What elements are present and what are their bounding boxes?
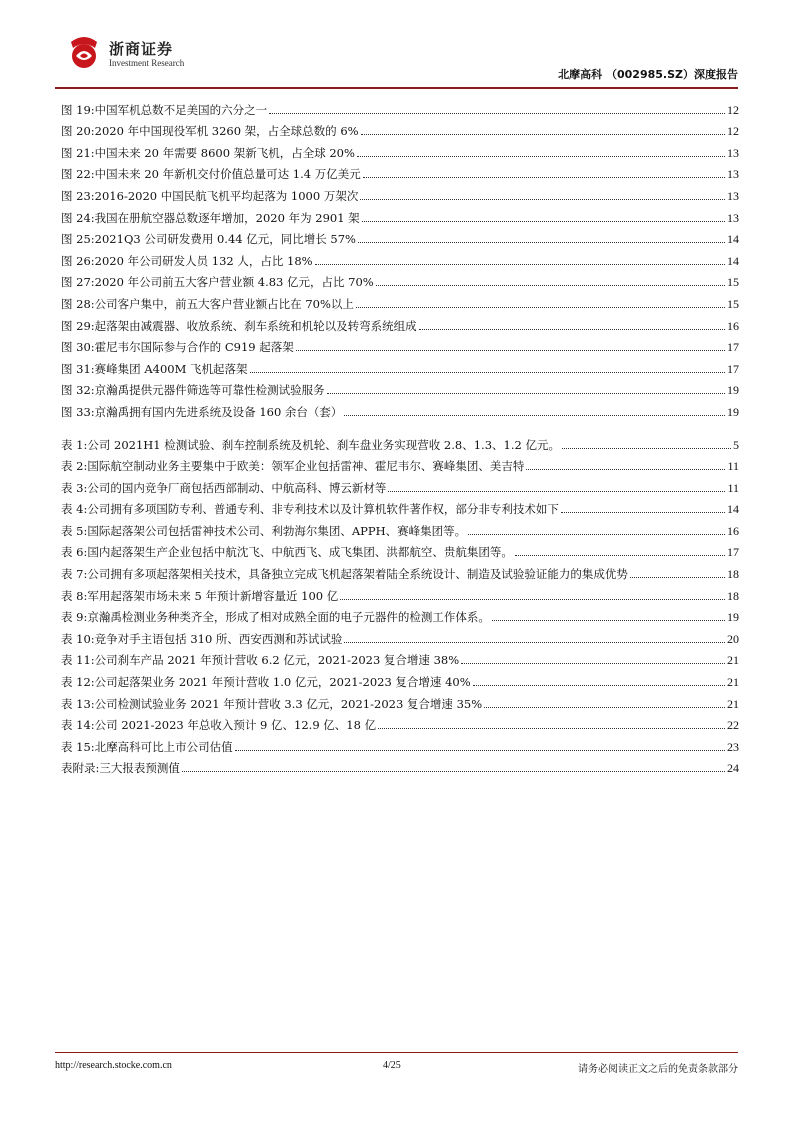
dot-leader	[515, 555, 725, 556]
entry-title: 2021Q3 公司研发费用 0.44 亿元，同比增长 57%	[94, 232, 356, 247]
entry-title: 赛峰集团 A400M 飞机起落架	[94, 361, 248, 376]
entry-title: 中国未来 20 年新机交付价值总量可达 1.4 万亿美元	[94, 167, 361, 182]
entry-label: 图 28:	[61, 296, 95, 311]
logo-chinese-name: 浙商证券	[109, 40, 174, 58]
entry-page: 14	[727, 253, 739, 268]
entry-title: 京瀚禹检测业务种类齐全，形成了相对成熟全面的电子元器件的检测工作体系。	[87, 610, 490, 625]
entry-page: 11	[727, 459, 739, 474]
entry-title: 公司的国内竞争厂商包括西部制动、中航高科、博云新材等	[87, 480, 387, 495]
dot-leader	[269, 113, 725, 114]
dot-leader	[362, 221, 725, 222]
entry-title: 京瀚禹拥有国内先进系统及设备 160 余台（套）	[94, 404, 343, 419]
dot-leader	[376, 285, 725, 286]
list-gap	[55, 420, 739, 431]
entry-title: 2020 年公司研发人员 132 人，占比 18%	[94, 253, 313, 268]
figure-entry[interactable]	[55, 290, 739, 312]
entry-page: 12	[727, 124, 739, 139]
table-entry[interactable]	[55, 647, 739, 669]
entry-label: 图 26:	[61, 253, 95, 268]
entry-page: 17	[727, 361, 739, 376]
table-entry[interactable]	[55, 517, 739, 539]
dot-leader	[484, 707, 725, 708]
entry-label: 图 21:	[61, 145, 95, 160]
table-list	[55, 431, 739, 777]
entry-page: 5	[733, 437, 739, 452]
entry-page: 21	[727, 675, 739, 690]
entry-title: 北摩高科可比上市公司估值	[94, 739, 233, 754]
figure-entry[interactable]	[55, 312, 739, 334]
entry-page: 15	[727, 275, 739, 290]
entry-page: 22	[727, 718, 739, 733]
table-entry[interactable]	[55, 431, 739, 453]
page-header	[55, 28, 738, 88]
entry-title: 三大报表预测值	[99, 761, 180, 776]
entry-page: 20	[727, 631, 739, 646]
dot-leader	[378, 728, 725, 729]
entry-page: 13	[727, 167, 739, 182]
entry-label: 图 20:	[61, 124, 95, 139]
figure-list	[55, 96, 739, 420]
entry-page: 17	[727, 545, 739, 560]
entry-label: 图 27:	[61, 275, 95, 290]
entry-page: 14	[727, 232, 739, 247]
dot-leader	[562, 448, 731, 449]
entry-page: 19	[727, 610, 739, 625]
entry-title: 国际起落架公司包括雷神技术公司、利勃海尔集团、APPH、赛峰集团等。	[87, 523, 467, 538]
dot-leader	[182, 771, 725, 772]
dot-leader	[296, 350, 725, 351]
table-entry[interactable]	[55, 582, 739, 604]
entry-title: 京瀚禹提供元器件筛选等可靠性检测试验服务	[94, 383, 325, 398]
entry-label: 图 32:	[61, 383, 95, 398]
dot-leader	[250, 372, 725, 373]
entry-page: 13	[727, 188, 739, 203]
table-entry[interactable]	[55, 453, 739, 475]
dot-leader	[340, 599, 725, 600]
entry-page: 16	[727, 523, 739, 538]
entry-page: 19	[727, 404, 739, 419]
dot-leader	[388, 491, 725, 492]
page-number: 4/25	[383, 1060, 401, 1071]
figure-entry[interactable]	[55, 161, 739, 183]
dot-leader	[315, 264, 725, 265]
figure-entry[interactable]	[55, 269, 739, 291]
entry-page: 21	[727, 696, 739, 711]
dot-leader	[561, 512, 725, 513]
entry-title: 公司起落架业务 2021 年预计营收 1.0 亿元，2021-2023 复合增速 40%	[94, 675, 471, 690]
entry-page: 16	[727, 318, 739, 333]
dot-leader	[630, 577, 725, 578]
table-entry[interactable]	[55, 668, 739, 690]
footer-url[interactable]: http://research.stocke.com.cn	[55, 1060, 172, 1071]
table-of-contents	[55, 96, 739, 776]
table-entry[interactable]	[55, 625, 739, 647]
entry-label: 表 7:	[61, 567, 88, 582]
entry-label: 图 23:	[61, 188, 95, 203]
entry-label: 表 1:	[61, 437, 88, 452]
entry-title: 国内起落架生产企业包括中航沈飞、中航西飞、成飞集团、洪都航空、贵航集团等。	[87, 545, 513, 560]
dot-leader	[327, 393, 725, 394]
dot-leader	[419, 329, 725, 330]
entry-title: 2016-2020 中国民航飞机平均起落为 1000 万架次	[94, 188, 359, 203]
entry-title: 公司拥有多项起落架相关技术，具备独立完成飞机起落架着陆全系统设计、制造及试验验证能力的集成优势	[87, 567, 628, 582]
dot-leader	[468, 534, 725, 535]
dot-leader	[492, 620, 725, 621]
entry-label: 表附录:	[61, 761, 100, 776]
entry-label: 表 9:	[61, 610, 88, 625]
entry-label: 表 2:	[61, 459, 88, 474]
entry-title: 起落架由减震器、收放系统、刹车系统和机轮以及转弯系统组成	[94, 318, 417, 333]
entry-title: 公司客户集中，前五大客户营业额占比在 70%以上	[94, 296, 354, 311]
entry-page: 13	[727, 145, 739, 160]
company-logo	[65, 34, 235, 74]
entry-title: 公司 2021-2023 年总收入预计 9 亿、12.9 亿、18 亿	[94, 718, 377, 733]
figure-entry[interactable]	[55, 139, 739, 161]
figure-entry[interactable]	[55, 182, 739, 204]
entry-title: 公司刹车产品 2021 年预计营收 6.2 亿元，2021-2023 复合增速 38%	[94, 653, 460, 668]
table-entry[interactable]	[55, 604, 739, 626]
entry-title: 霍尼韦尔国际参与合作的 C919 起落架	[94, 340, 294, 355]
table-entry[interactable]	[55, 755, 739, 777]
entry-page: 18	[727, 567, 739, 582]
dot-leader	[357, 156, 725, 157]
footer-divider	[55, 1052, 738, 1053]
entry-title: 军用起落架市场未来 5 年预计新增容量近 100 亿	[87, 588, 339, 603]
dot-leader	[358, 242, 725, 243]
entry-page: 21	[727, 653, 739, 668]
table-entry[interactable]	[55, 733, 739, 755]
figure-entry[interactable]	[55, 377, 739, 399]
entry-title: 公司 2021H1 检测试验、刹车控制系统及机轮、刹车盘业务实现营收 2.8、1.3、1.2 亿元。	[87, 437, 560, 452]
entry-label: 表 5:	[61, 523, 88, 538]
entry-label: 图 31:	[61, 361, 95, 376]
entry-page: 23	[727, 739, 739, 754]
entry-label: 图 30:	[61, 340, 95, 355]
entry-page: 14	[727, 502, 739, 517]
entry-title: 2020 年中国现役军机 3260 架，占全球总数的 6%	[94, 124, 359, 139]
dot-leader	[461, 663, 725, 664]
entry-page: 18	[727, 588, 739, 603]
entry-label: 图 19:	[61, 102, 95, 117]
figure-entry[interactable]	[55, 226, 739, 248]
entry-label: 图 29:	[61, 318, 95, 333]
header-divider	[55, 87, 738, 89]
entry-label: 表 12:	[61, 675, 95, 690]
entry-label: 表 4:	[61, 502, 88, 517]
entry-label: 图 33:	[61, 404, 95, 419]
entry-title: 2020 年公司前五大客户营业额 4.83 亿元，占比 70%	[94, 275, 374, 290]
entry-label: 表 15:	[61, 739, 95, 754]
entry-label: 表 11:	[61, 653, 95, 668]
figure-entry[interactable]	[55, 334, 739, 356]
dot-leader	[344, 415, 725, 416]
figure-entry[interactable]	[55, 398, 739, 420]
logo-mark-icon	[65, 34, 103, 72]
entry-page: 19	[727, 383, 739, 398]
entry-page: 13	[727, 210, 739, 225]
entry-title: 中国未来 20 年需要 8600 架新飞机，占全球 20%	[94, 145, 355, 160]
figure-entry[interactable]	[55, 118, 739, 140]
dot-leader	[356, 307, 725, 308]
table-entry[interactable]	[55, 539, 739, 561]
entry-page: 17	[727, 340, 739, 355]
table-entry[interactable]	[55, 690, 739, 712]
entry-label: 表 13:	[61, 696, 95, 711]
entry-page: 15	[727, 296, 739, 311]
entry-page: 12	[727, 102, 739, 117]
table-entry[interactable]	[55, 560, 739, 582]
entry-label: 表 10:	[61, 631, 95, 646]
dot-leader	[344, 642, 725, 643]
dot-leader	[363, 177, 725, 178]
figure-entry[interactable]	[55, 96, 739, 118]
entry-title: 我国在册航空器总数逐年增加，2020 年为 2901 架	[94, 210, 360, 225]
dot-leader	[361, 134, 725, 135]
entry-page: 24	[727, 761, 739, 776]
table-entry[interactable]	[55, 712, 739, 734]
figure-entry[interactable]	[55, 204, 739, 226]
report-title: 北摩高科 （002985.SZ）深度报告	[558, 68, 738, 81]
entry-title: 公司拥有多项国防专利、普通专利、非专利技术以及计算机软件著作权，部分非专利技术如下	[87, 502, 559, 517]
entry-label: 表 3:	[61, 480, 88, 495]
entry-title: 竞争对手主语包括 310 所、西安西测和苏试试验	[94, 631, 343, 646]
entry-label: 图 22:	[61, 167, 95, 182]
entry-label: 图 24:	[61, 210, 95, 225]
figure-entry[interactable]	[55, 355, 739, 377]
dot-leader	[360, 199, 725, 200]
entry-label: 表 6:	[61, 545, 88, 560]
entry-label: 表 14:	[61, 718, 95, 733]
entry-page: 11	[727, 480, 739, 495]
entry-title: 国际航空制动业务主要集中于欧美：领军企业包括雷神、霍尼韦尔、赛峰集团、美吉特	[87, 459, 525, 474]
dot-leader	[473, 685, 725, 686]
table-entry[interactable]	[55, 474, 739, 496]
entry-label: 图 25:	[61, 232, 95, 247]
dot-leader	[526, 469, 725, 470]
table-entry[interactable]	[55, 496, 739, 518]
figure-entry[interactable]	[55, 247, 739, 269]
entry-title: 公司检测试验业务 2021 年预计营收 3.3 亿元，2021-2023 复合增速 35%	[94, 696, 483, 711]
logo-english-name: Investment Research	[109, 58, 185, 68]
footer-disclaimer: 请务必阅读正文之后的免责条款部分	[578, 1064, 738, 1075]
entry-title: 中国军机总数不足美国的六分之一	[94, 102, 268, 117]
dot-leader	[235, 750, 725, 751]
entry-label: 表 8:	[61, 588, 88, 603]
